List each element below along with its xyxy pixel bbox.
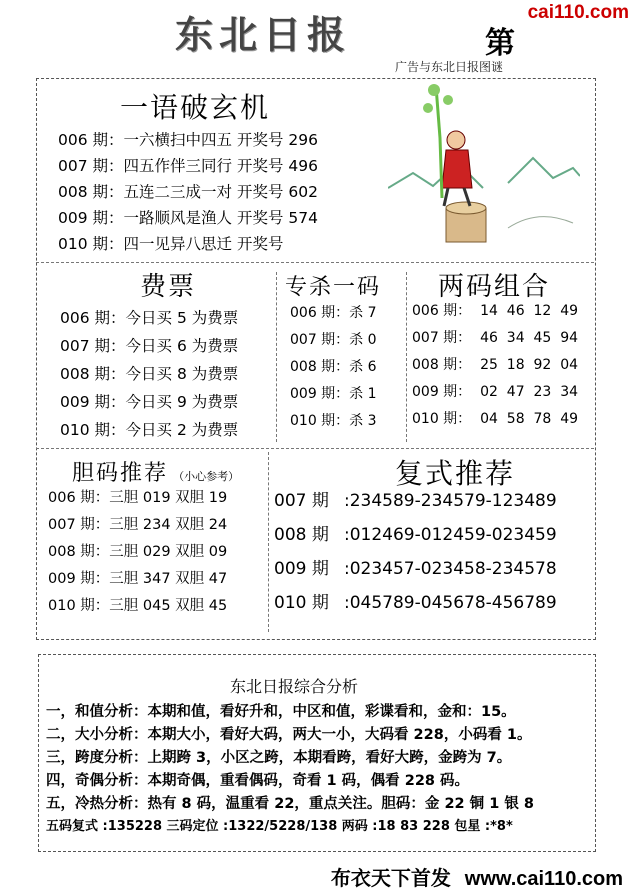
analysis-row: 四，奇偶分析：本期奇偶，重看偶码，奇看 1 码，偶看 228 码。 bbox=[46, 773, 470, 789]
dan-row: 006 期：三胆 019 双胆 19 bbox=[48, 490, 228, 506]
dan-row: 009 期：三胆 347 双胆 47 bbox=[48, 571, 228, 587]
kill-list bbox=[290, 302, 377, 437]
dan-list bbox=[48, 486, 227, 621]
fee-title: 费票 bbox=[140, 272, 197, 302]
multi-row: 010 期 :045789-045678-456789 bbox=[274, 593, 557, 613]
kill-row: 006 期：杀 7 bbox=[290, 305, 377, 321]
footer-domain: www.cai110.com bbox=[464, 868, 623, 890]
combo-list bbox=[412, 300, 578, 435]
riddle-row: 007 期：四五作伴三同行 开奖号 496 bbox=[58, 157, 319, 175]
ad-line: 广告与东北日报图谜 bbox=[395, 60, 504, 74]
analysis-row: 五，冷热分析：热有 8 码，温重看 22，重点关注。胆码：金 22 铜 1 银 8 bbox=[46, 796, 535, 812]
riddle-row: 010 期：四一见异八思迁 开奖号 bbox=[58, 235, 284, 253]
analysis-title: 东北日报综合分析 bbox=[230, 677, 359, 696]
fee-row: 009 期：今日买 9 为费票 bbox=[60, 393, 239, 411]
combo-row: 009 期： 02 47 23 34 bbox=[412, 384, 579, 400]
issue-label: 第 bbox=[485, 26, 515, 61]
analysis-list bbox=[46, 700, 534, 838]
fee-row: 008 期：今日买 8 为费票 bbox=[60, 365, 239, 383]
combo-row: 010 期： 04 58 78 49 bbox=[412, 411, 579, 427]
dan-note: （小心参考） bbox=[173, 470, 240, 483]
divider bbox=[268, 452, 269, 632]
riddle-title: 一语破玄机 bbox=[120, 91, 271, 124]
fee-row: 007 期：今日买 6 为费票 bbox=[60, 337, 239, 355]
kill-row: 007 期：杀 0 bbox=[290, 332, 377, 348]
footer-slogan: 布衣天下首发 bbox=[330, 866, 451, 890]
analysis-row: 二，大小分析：本期大小，看好大码，两大一小，大码看 228，小码看 1。 bbox=[46, 727, 532, 743]
analysis-row: 一，和值分析：本期和值，看好升和，中区和值，彩谍看和，金和：15。 bbox=[46, 704, 516, 720]
riddle-list bbox=[58, 128, 318, 258]
dan-header bbox=[72, 456, 239, 487]
riddle-row: 006 期：一六横扫中四五 开奖号 296 bbox=[58, 131, 319, 149]
divider bbox=[36, 448, 594, 449]
site-watermark: cai110.com bbox=[527, 2, 629, 23]
combo-row: 007 期： 46 34 45 94 bbox=[412, 330, 579, 346]
analysis-row: 五码复式 :135228 三码定位 :1322/5228/138 两码 :18 83 228 包星 :*8* bbox=[46, 819, 513, 834]
kill-row: 009 期：杀 1 bbox=[290, 386, 377, 402]
multi-row: 007 期 :234589-234579-123489 bbox=[274, 491, 557, 511]
riddle-row: 008 期：五连二三成一对 开奖号 602 bbox=[58, 183, 319, 201]
multi-list bbox=[274, 486, 557, 622]
divider bbox=[276, 272, 277, 442]
multi-row: 008 期 :012469-012459-023459 bbox=[274, 525, 557, 545]
footer bbox=[0, 862, 635, 891]
analysis-row: 三，跨度分析：上期跨 3，小区之跨，本期看跨，看好大跨，金跨为 7。 bbox=[46, 750, 512, 766]
divider bbox=[406, 272, 407, 442]
divider bbox=[36, 262, 594, 263]
newspaper-title: 东北日报 bbox=[175, 12, 352, 57]
fee-row: 006 期：今日买 5 为费票 bbox=[60, 309, 239, 327]
dan-row: 007 期：三胆 234 双胆 24 bbox=[48, 517, 228, 533]
fisherman-illustration bbox=[388, 78, 580, 256]
combo-row: 006 期： 14 46 12 49 bbox=[412, 303, 579, 319]
combo-title: 两码组合 bbox=[438, 272, 551, 302]
fee-row: 010 期：今日买 2 为费票 bbox=[60, 421, 239, 439]
combo-row: 008 期： 25 18 92 04 bbox=[412, 357, 579, 373]
dan-row: 008 期：三胆 029 双胆 09 bbox=[48, 544, 228, 560]
riddle-row: 009 期：一路顺风是渔人 开奖号 574 bbox=[58, 209, 319, 227]
multi-row: 009 期 :023457-023458-234578 bbox=[274, 559, 557, 579]
multi-title: 复式推荐 bbox=[395, 457, 516, 490]
dan-title: 胆码推荐 bbox=[72, 461, 169, 486]
kill-row: 010 期：杀 3 bbox=[290, 413, 377, 429]
kill-row: 008 期：杀 6 bbox=[290, 359, 377, 375]
fee-list bbox=[60, 306, 238, 446]
kill-title: 专杀一码 bbox=[285, 275, 382, 300]
dan-row: 010 期：三胆 045 双胆 45 bbox=[48, 598, 228, 614]
